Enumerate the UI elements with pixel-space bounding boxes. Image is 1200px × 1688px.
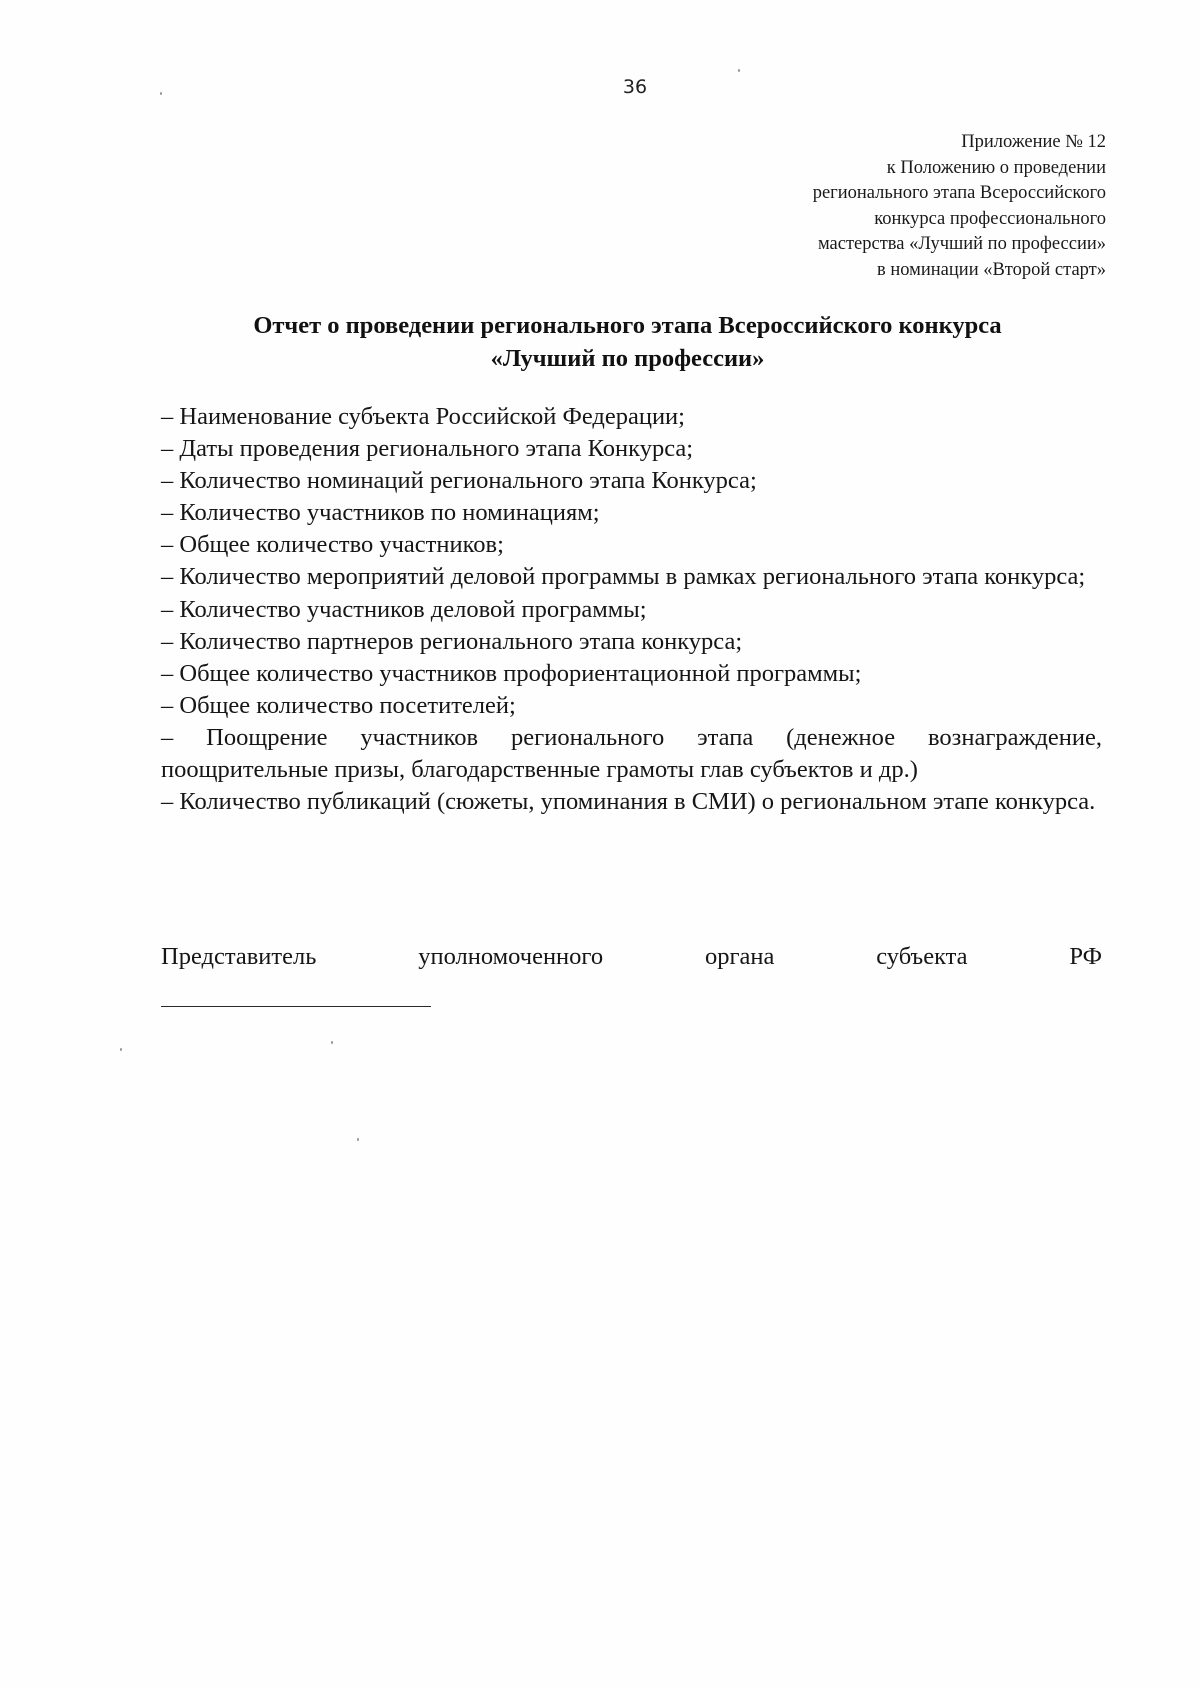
document-title xyxy=(150,309,1105,375)
scan-speck xyxy=(120,1048,122,1051)
list-item: – Общее количество участников профориентационной программы; xyxy=(161,659,862,687)
signature-caption xyxy=(161,941,1102,973)
list-item: – Наименование субъекта Российской Федерации; xyxy=(161,403,685,430)
scan-speck xyxy=(357,1138,359,1141)
signature-word: субъекта xyxy=(876,943,968,970)
appendix-line: конкурса профессионального xyxy=(874,208,1106,229)
list-item: – Количество публикаций (сюжеты, упоминания в СМИ) о региональном этапе конкурса. xyxy=(161,788,1096,816)
list-item: – Количество мероприятий деловой программы в рамках регионального этапа конкурса; xyxy=(161,563,1086,591)
list-item: – Количество номинаций регионального этапа Конкурса; xyxy=(161,467,757,495)
scan-speck xyxy=(331,1041,333,1044)
report-items-list xyxy=(161,401,1102,818)
title-line-2: «Лучший по профессии» xyxy=(490,345,765,372)
appendix-header xyxy=(686,130,1106,283)
signature-word: Представитель xyxy=(161,943,317,970)
list-item: – Количество партнеров регионального этапа конкурса; xyxy=(161,627,743,655)
list-item: – Количество участников по номинациям; xyxy=(161,499,600,527)
title-line-1: Отчет о проведении регионального этапа Всероссийского конкурса xyxy=(253,312,1002,339)
signature-line xyxy=(161,1006,431,1007)
signature-block xyxy=(161,941,1102,973)
signature-word: органа xyxy=(704,943,775,970)
list-item: – Общее количество участников; xyxy=(161,531,504,559)
signature-word: РФ xyxy=(1069,943,1102,970)
list-item: – Даты проведения регионального этапа Конкурса; xyxy=(161,435,694,463)
appendix-line: Приложение № 12 xyxy=(961,132,1106,152)
list-item: – Поощрение участников регионального этапа (денежное вознаграждение, поощрительные призы, благодарственные грамоты глав субъектов и др.) xyxy=(161,723,1102,784)
list-item: – Общее количество посетителей; xyxy=(161,691,516,719)
scan-speck xyxy=(160,92,162,95)
page-number: 36 xyxy=(622,76,648,98)
appendix-line: регионального этапа Всероссийского xyxy=(812,183,1106,203)
appendix-line: мастерства «Лучший по профессии» xyxy=(817,234,1106,254)
appendix-line: к Положению о проведении xyxy=(886,157,1106,178)
signature-word: уполномоченного xyxy=(418,943,604,970)
appendix-line: в номинации «Второй старт» xyxy=(877,259,1106,280)
list-item: – Количество участников деловой программы; xyxy=(161,595,647,623)
scan-speck xyxy=(738,69,740,72)
